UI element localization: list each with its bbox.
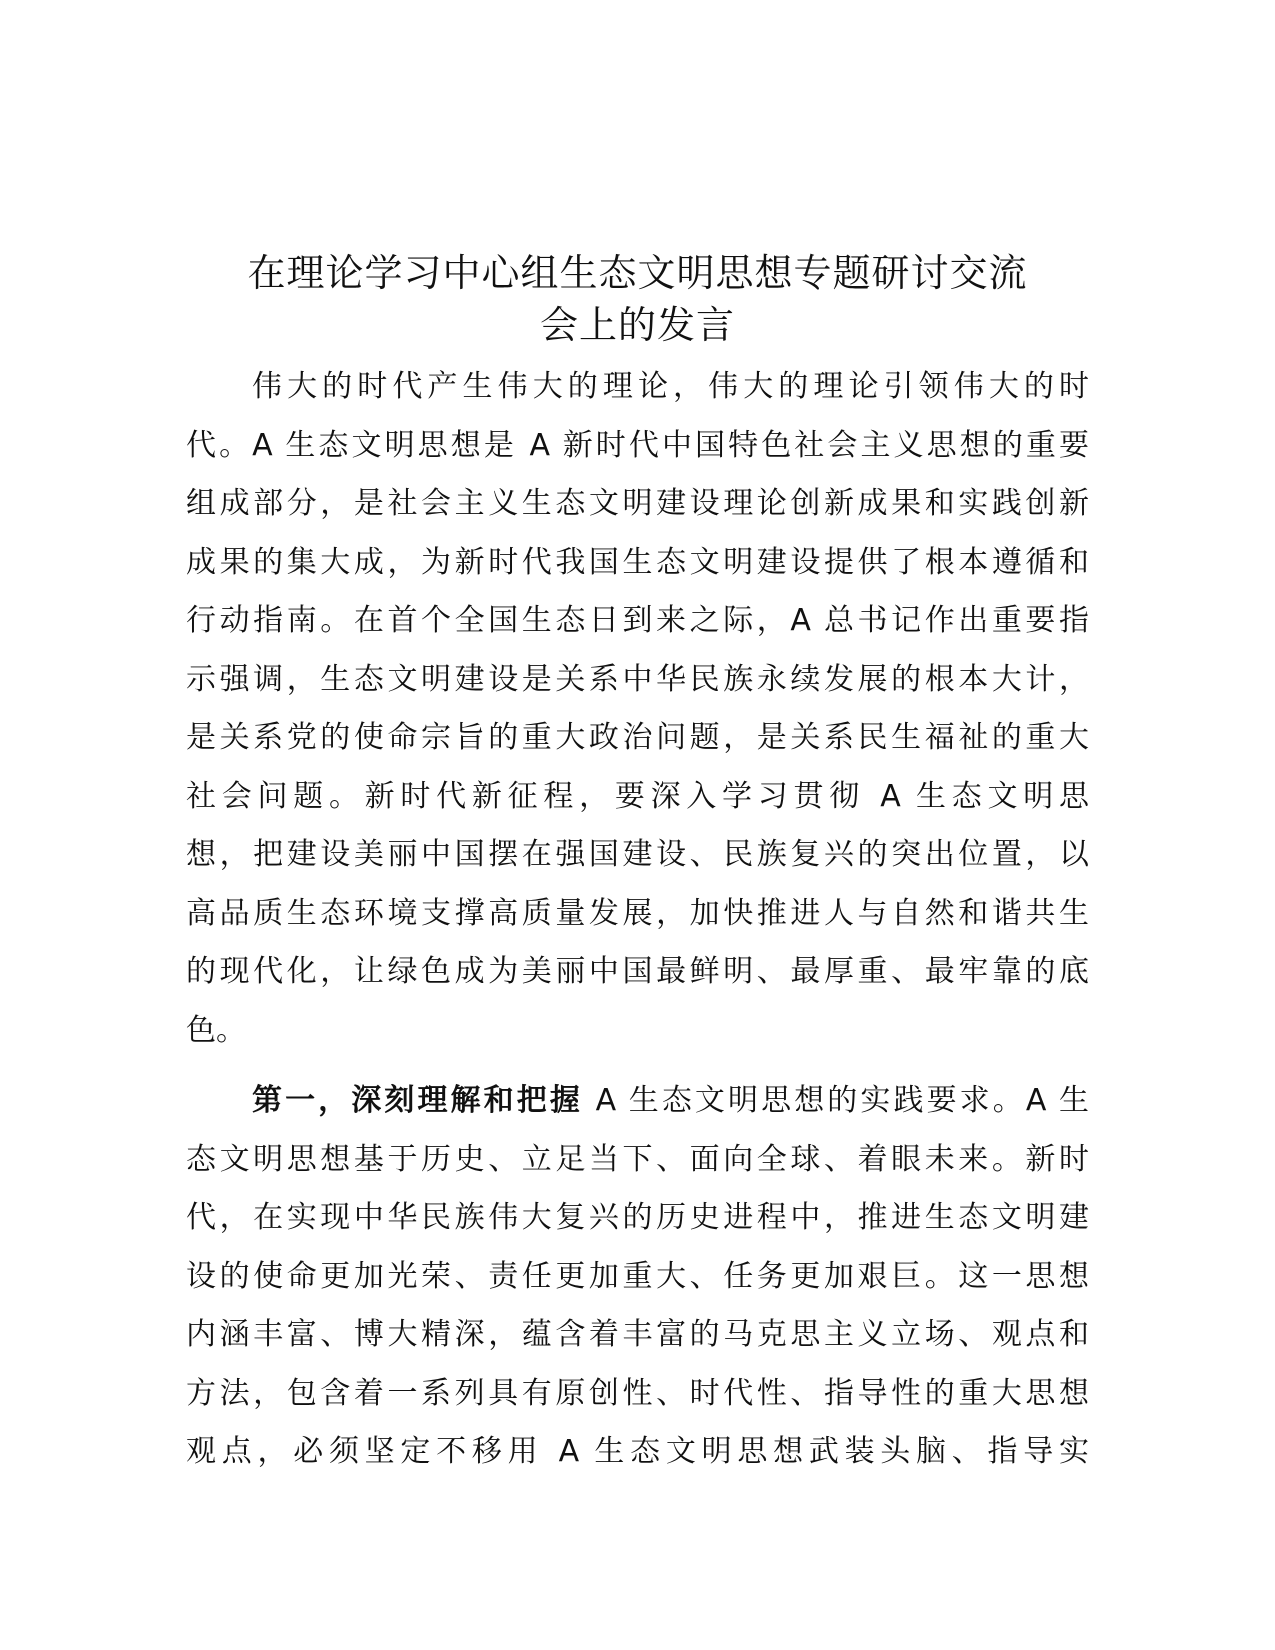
paragraph-line: 观点，必须坚定不移用 A 生态文明思想武装头脑、指导实 — [186, 1434, 1089, 1469]
paragraph-line: 高品质生态环境支撑高质量发展，加快推进人与自然和谐共生 — [186, 895, 1089, 931]
paragraph-line: 伟大的时代产生伟大的理论，伟大的理论引领伟大的时 — [252, 369, 1089, 404]
paragraph-line: 设的使命更加光荣、责任更加重大、任务更加艰巨。这一思想 — [186, 1258, 1089, 1294]
paragraph-line: 色。 — [186, 1012, 246, 1048]
paragraph-gap — [186, 1060, 1089, 1072]
paragraph-1 — [186, 358, 1089, 1060]
title-line-2: 会上的发言 — [539, 303, 735, 348]
paragraph-line: 成果的集大成，为新时代我国生态文明建设提供了根本遵循和 — [186, 544, 1089, 580]
section-heading-continuation: A 生态文明思想的实践要求。A 生 — [582, 1083, 1089, 1118]
paragraph-line: 方法，包含着一系列具有原创性、时代性、指导性的重大思想 — [186, 1375, 1089, 1411]
paragraph-line: 是关系党的使命宗旨的重大政治问题，是关系民生福祉的重大 — [186, 720, 1089, 755]
paragraph-line: 代。A 生态文明思想是 A 新时代中国特色社会主义思想的重要 — [186, 427, 1089, 463]
document-title — [186, 247, 1089, 351]
paragraph-line: 社会问题。新时代新征程，要深入学习贯彻 A 生态文明思 — [186, 778, 1089, 814]
paragraph-line: 内涵丰富、博大精深，蕴含着丰富的马克思主义立场、观点和 — [186, 1317, 1089, 1352]
paragraph-first-line — [186, 1072, 1089, 1131]
paragraph-line: 示强调，生态文明建设是关系中华民族永续发展的根本大计， — [186, 661, 1089, 697]
paragraph-2 — [186, 1072, 1089, 1482]
paragraph-line: 的现代化，让绿色成为美丽中国最鲜明、最厚重、最牢靠的底 — [186, 954, 1089, 989]
paragraph-line: 态文明思想基于历史、立足当下、面向全球、着眼未来。新时 — [186, 1141, 1089, 1177]
paragraph-line: 代，在实现中华民族伟大复兴的历史进程中，推进生态文明建 — [186, 1200, 1089, 1235]
paragraph-line: 行动指南。在首个全国生态日到来之际，A 总书记作出重要指 — [186, 603, 1089, 638]
document-body — [186, 358, 1089, 1482]
section-heading: 第一，深刻理解和把握 — [252, 1083, 583, 1118]
paragraph-line: 组成部分，是社会主义生态文明建设理论创新成果和实践创新 — [186, 486, 1089, 521]
title-line-1: 在理论学习中心组生态文明思想专题研讨交流 — [247, 251, 1028, 296]
paragraph-line: 想，把建设美丽中国摆在强国建设、民族复兴的突出位置，以 — [186, 837, 1089, 872]
